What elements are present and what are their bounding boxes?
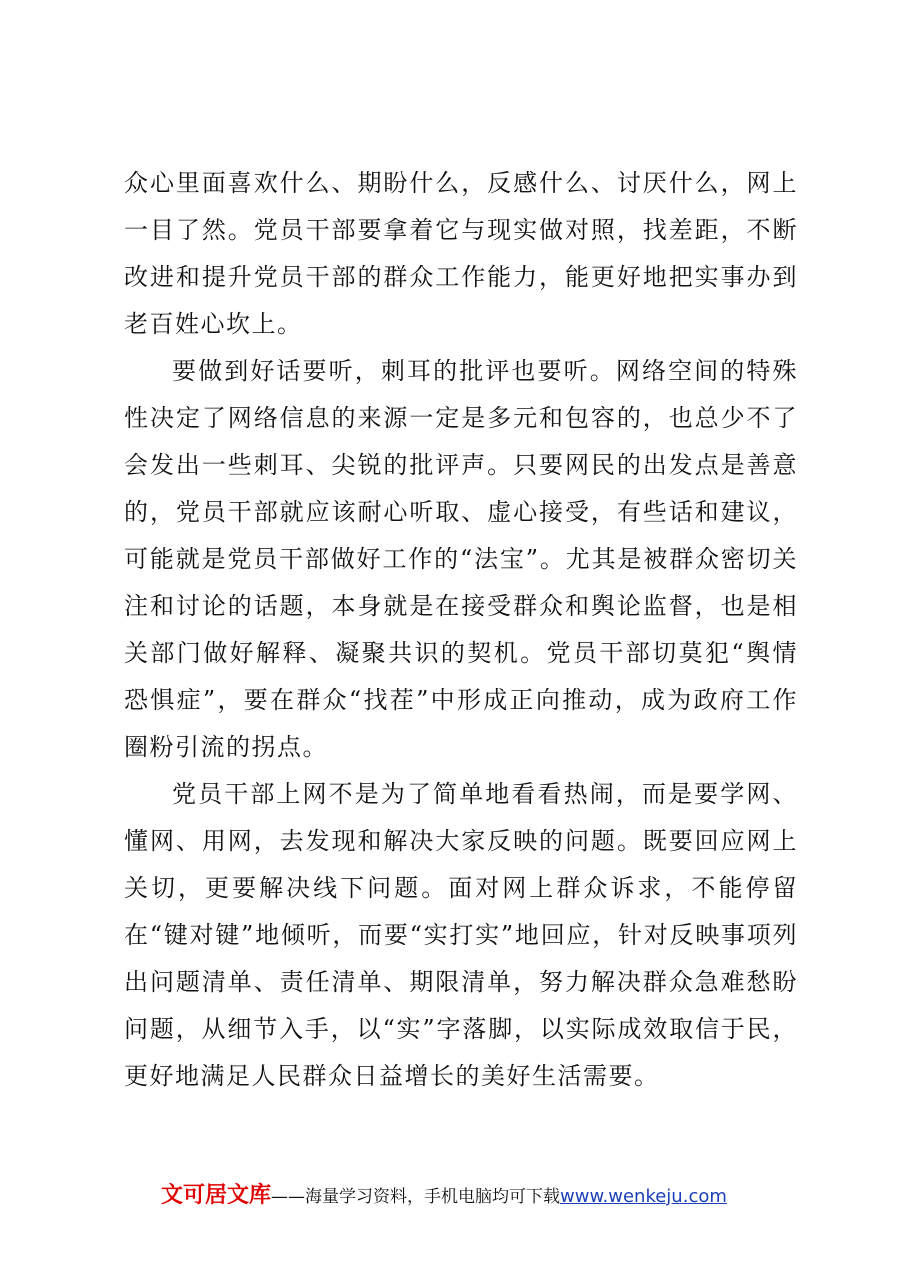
document-body bbox=[124, 160, 798, 1100]
footer-tagline: ——海量学习资料，手机电脑均可下载 bbox=[271, 1187, 561, 1207]
paragraph-2: 要做到好话要听，刺耳的批评也要听。网络空间的特殊性决定了网络信息的来源一定是多元和包容的，也总少不了会发出一些刺耳、尖锐的批评声。只要网民的出发点是善意的，党员干部就应该耐心听取、虚心接受，有些话和建议，可能就是党员干部做好工作的“法宝”。尤其是被群众密切关注和讨论的话题，本身就是在接受群众和舆论监督，也是相关部门做好解释、凝聚共识的契机。党员干部切莫犯“舆情恐惧症”，要在群众“找茬”中形成正向推动，成为政府工作圈粉引流的拐点。 bbox=[124, 357, 798, 761]
footer-banner bbox=[161, 1180, 781, 1212]
paragraph-1: 众心里面喜欢什么、期盼什么，反感什么、讨厌什么，网上一目了然。党员干部要拿着它与现实做对照，找差距，不断改进和提升党员干部的群众工作能力，能更好地把实事办到老百姓心坎上。 bbox=[124, 169, 798, 338]
paragraph-3: 党员干部上网不是为了简单地看看热闹，而是要学网、懂网、用网，去发现和解决大家反映的问题。既要回应网上关切，更要解决线下问题。面对网上群众诉求，不能停留在“键对键”地倾听，而要“实打实”地回应，针对反映事项列出问题清单、责任清单、期限清单，努力解决群众急难愁盼问题，从细节入手，以“实”字落脚，以实际成效取信于民，更好地满足人民群众日益增长的美好生活需要。 bbox=[124, 780, 798, 1090]
footer-brand: 文可居文库 bbox=[161, 1183, 272, 1208]
footer-link[interactable]: www.wenkeju.com bbox=[560, 1186, 727, 1207]
